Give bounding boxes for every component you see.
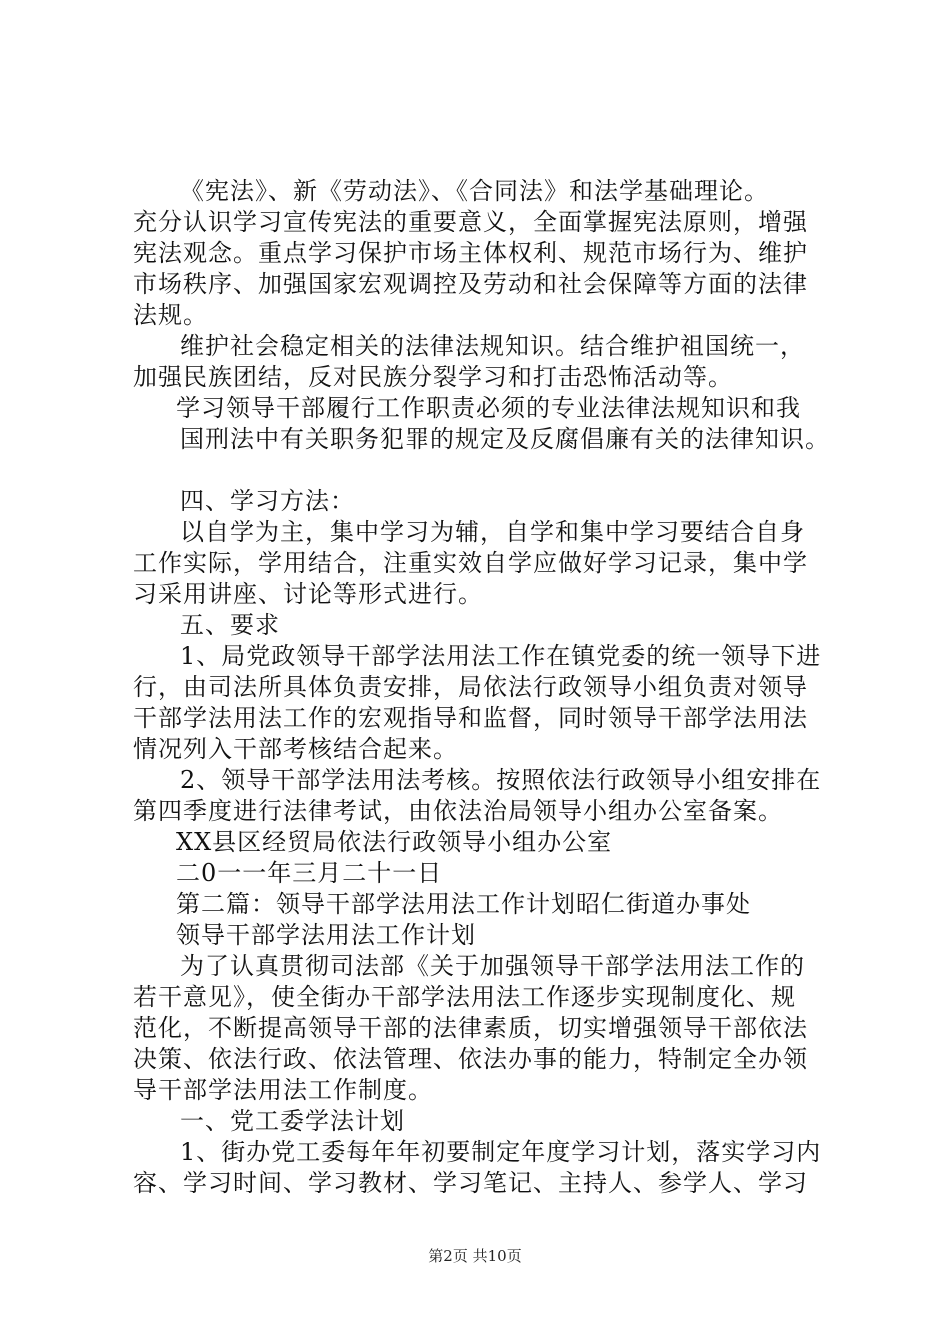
text-line: 学习领导干部履行工作职责必须的专业法律法规知识和我 (176, 394, 801, 422)
text-line: 为了认真贯彻司法部《关于加强领导干部学法用法工作的 (180, 952, 805, 980)
text-line: 《宪法》、新《劳动法》、《合同法》和法学基础理论。 (180, 177, 769, 205)
text-line: 工作实际，学用结合，注重实效自学应做好学习记录，集中学 (133, 549, 808, 577)
text-line: 第四季度进行法律考试，由依法治局领导小组办公室备案。 (133, 797, 783, 825)
text-line: 维护社会稳定相关的法律法规知识。结合维护祖国统一， (180, 332, 805, 360)
text-line: 习采用讲座、讨论等形式进行。 (133, 580, 483, 608)
section-heading: 一、党工委学法计划 (180, 1107, 405, 1135)
text-line: 范化，不断提高领导干部的法律素质，切实增强领导干部依法 (133, 1014, 808, 1042)
section-heading: 五、要求 (180, 611, 280, 639)
text-line: 市场秩序、加强国家宏观调控及劳动和社会保障等方面的法律 (133, 270, 808, 298)
chapter-title: 第二篇：领导干部学法用法工作计划昭仁街道办事处 (176, 890, 751, 918)
text-line: 决策、依法行政、依法管理、依法办事的能力，特制定全办领 (133, 1045, 808, 1073)
text-line: 国刑法中有关职务犯罪的规定及反腐倡廉有关的法律知识。 (180, 425, 830, 453)
plan-title: 领导干部学法用法工作计划 (176, 921, 476, 949)
text-line: 2、领导干部学法用法考核。按照依法行政领导小组安排在 (180, 766, 822, 794)
signature-line: XX县区经贸局依法行政领导小组办公室 (176, 828, 613, 856)
text-line: 宪法观念。重点学习保护市场主体权利、规范市场行为、维护 (133, 239, 808, 267)
text-line: 导干部学法用法工作制度。 (133, 1076, 433, 1104)
text-line: 法规。 (133, 301, 208, 329)
date-line: 二0一一年三月二十一日 (176, 859, 443, 887)
text-line: 1、局党政领导干部学法用法工作在镇党委的统一领导下进 (180, 642, 822, 670)
text-line: 情况列入干部考核结合起来。 (133, 735, 458, 763)
text-line: 加强民族团结，反对民族分裂学习和打击恐怖活动等。 (133, 363, 733, 391)
section-heading: 四、学习方法： (180, 487, 355, 515)
text-line: 干部学法用法工作的宏观指导和监督，同时领导干部学法用法 (133, 704, 808, 732)
text-line: 充分认识学习宣传宪法的重要意义，全面掌握宪法原则，增强 (133, 208, 808, 236)
text-line: 若干意见》，使全街办干部学法用法工作逐步实现制度化、规 (133, 983, 796, 1011)
page-number-footer: 第2页 共10页 (428, 1247, 522, 1265)
text-line: 以自学为主，集中学习为辅，自学和集中学习要结合自身 (180, 518, 805, 546)
text-line: 1、街办党工委每年年初要制定年度学习计划，落实学习内 (180, 1138, 822, 1166)
text-line: 行，由司法所具体负责安排，局依法行政领导小组负责对领导 (133, 673, 808, 701)
text-line: 容、学习时间、学习教材、学习笔记、主持人、参学人、学习 (133, 1169, 808, 1197)
